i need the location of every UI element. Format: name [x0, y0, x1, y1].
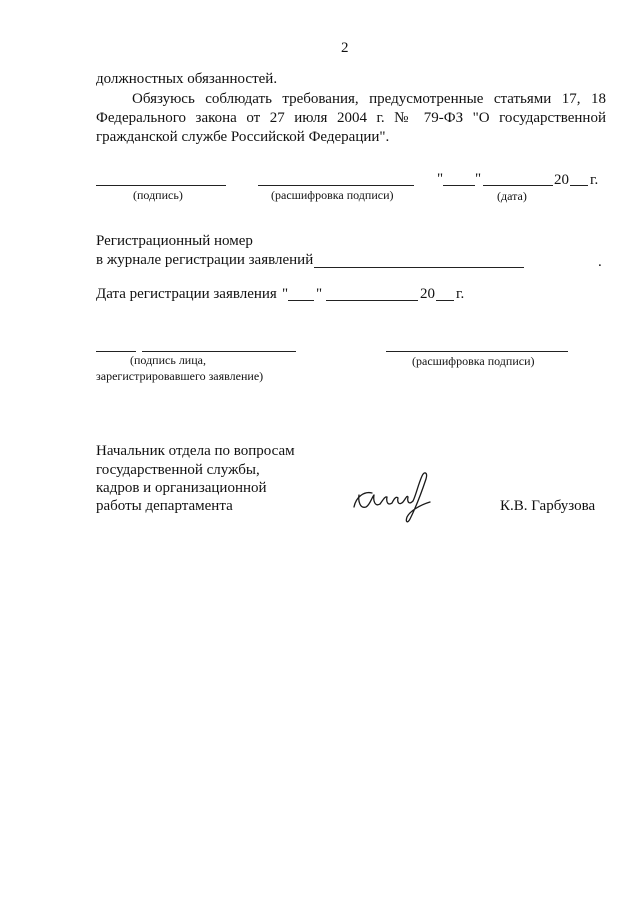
- registrar-signature-line: [142, 351, 296, 352]
- reg-date-month-line: [326, 300, 418, 301]
- decoding-caption: (расшифровка подписи): [271, 188, 394, 202]
- handwritten-signature: [350, 467, 440, 529]
- date-year-line: [570, 185, 588, 186]
- date-year-prefix: 20: [554, 172, 569, 188]
- official-name: К.В. Гарбузова: [500, 498, 596, 514]
- reg-date-year-suffix: г.: [456, 286, 465, 302]
- registrar-signature-line-short: [96, 351, 136, 352]
- registration-trailing-dot: .: [598, 254, 602, 270]
- commitment-paragraph: [96, 90, 606, 147]
- reg-date-quote-close: ": [316, 286, 323, 302]
- commitment-line-1: Обязуюсь соблюдать требования, предусмотренные статьями 17, 18: [132, 91, 606, 107]
- registration-date-label: Дата регистрации заявления: [96, 286, 277, 302]
- reg-date-quote-open: ": [282, 286, 289, 302]
- official-title-2: государственной службы,: [96, 462, 260, 478]
- signature-caption: (подпись): [133, 188, 183, 202]
- date-year-suffix: г.: [590, 172, 599, 188]
- intro-line: должностных обязанностей.: [96, 71, 278, 87]
- date-day-line: [443, 185, 475, 186]
- official-title-1: Начальник отдела по вопросам: [96, 443, 295, 459]
- registration-number-label-1: Регистрационный номер: [96, 233, 253, 249]
- signature-line: [96, 185, 226, 186]
- commitment-line-3: гражданской службе Российской Федерации".: [96, 129, 390, 145]
- reg-date-day-line: [288, 300, 314, 301]
- official-title-4: работы департамента: [96, 498, 233, 514]
- reg-date-year-prefix: 20: [420, 286, 435, 302]
- page-number: 2: [341, 40, 349, 56]
- reg-date-year-line: [436, 300, 454, 301]
- registration-number-line: [314, 267, 524, 268]
- registrar-signature-caption-2: зарегистрировавшего заявление): [96, 369, 264, 383]
- registration-number-label-2: в журнале регистрации заявлений: [96, 252, 314, 268]
- date-quote-close: ": [475, 171, 482, 187]
- official-title-3: кадров и организационной: [96, 480, 267, 496]
- decoding-line: [258, 185, 414, 186]
- date-month-line: [483, 185, 553, 186]
- date-quote-open: ": [437, 171, 444, 187]
- registrar-decoding-line: [386, 351, 568, 352]
- commitment-line-2: Федерального закона от 27 июля 2004 г. № 79-ФЗ "О государственной: [96, 110, 606, 126]
- registrar-signature-caption-1: (подпись лица,: [130, 353, 206, 367]
- registrar-decoding-caption: (расшифровка подписи): [412, 354, 535, 368]
- date-caption: (дата): [497, 189, 527, 203]
